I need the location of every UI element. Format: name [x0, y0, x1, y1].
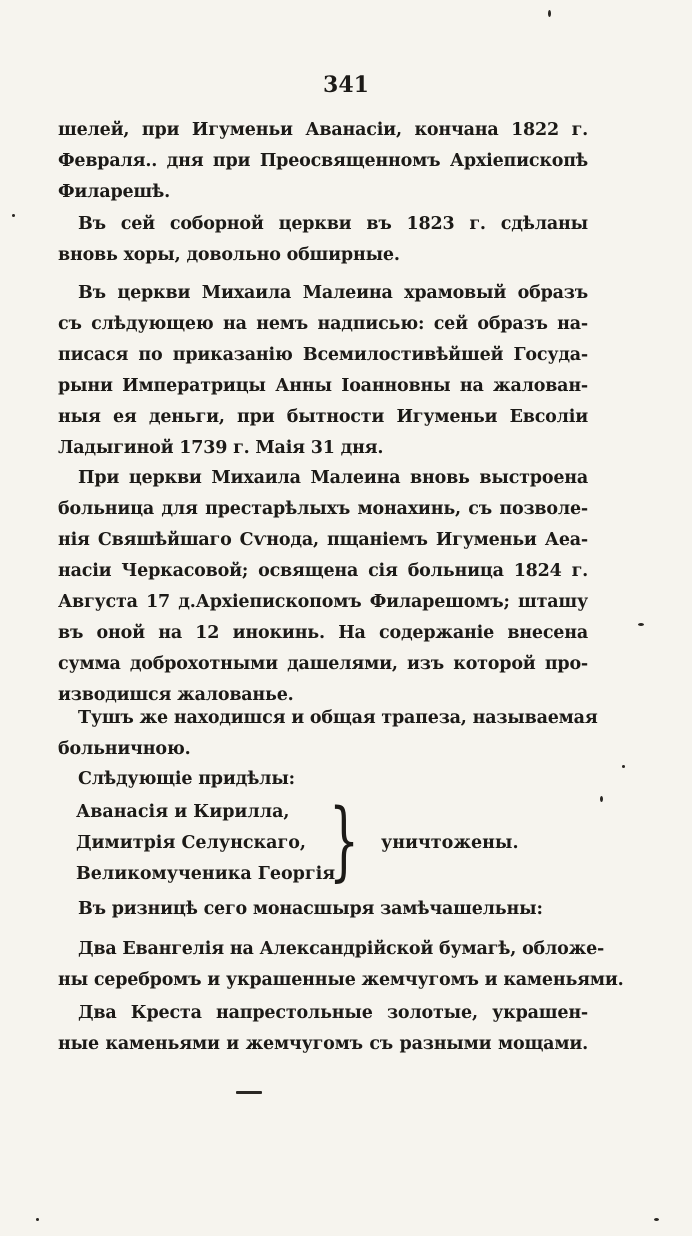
- text-line: Тушъ же находишся и общая трапеза, называемая: [78, 708, 598, 728]
- text-line: сумма доброхотными дашелями, изъ которой про-: [58, 654, 588, 674]
- text-line: Филарешѣ.: [58, 182, 171, 202]
- paragraph-9: [58, 998, 588, 1060]
- altar-item: Аванасія и Кирилла,: [76, 802, 290, 822]
- text-line: больничною.: [58, 739, 191, 759]
- scan-speck: [622, 765, 625, 768]
- paragraph-2: [58, 209, 588, 271]
- text-line: писася по приказанію Всемилостивѣйшей Госуда-: [58, 345, 588, 365]
- scan-speck: [548, 10, 551, 17]
- scan-speck: [236, 1091, 262, 1094]
- altar-item: Великомученика Георгія: [76, 864, 336, 884]
- text-line: вновь хоры, довольно обширные.: [58, 245, 400, 265]
- paragraph-4: [58, 463, 588, 711]
- text-line: Августа 17 д.Архіепископомъ Филарешомъ; шташу: [58, 592, 588, 612]
- paragraph-7: [58, 894, 588, 925]
- scan-speck: [600, 796, 603, 802]
- text-line: Два Евангелія на Александрійской бумагѣ, обложе-: [78, 939, 605, 959]
- text-line: Два Креста напрестольные золотые, украшен-: [78, 1003, 588, 1023]
- paragraph-8: [58, 934, 624, 996]
- text-line: Ладыгиной 1739 г. Маія 31 дня.: [58, 438, 384, 458]
- text-line: въ оной на 12 инокинь. На содержаніе внесена: [58, 623, 588, 643]
- text-line: ны серебромъ и украшенные жемчугомъ и каменьями.: [58, 970, 624, 990]
- scan-speck: [12, 214, 15, 217]
- text-line: ныя ея деньги, при бытности Игуменьи Евсоліи: [58, 407, 588, 427]
- text-line: изводишся жалованье.: [58, 685, 294, 705]
- paragraph-6: [58, 764, 588, 795]
- text-line: Февраля.. дня при Преосвященномъ Архіепископѣ: [58, 151, 588, 171]
- page-number: 341: [323, 72, 369, 98]
- text-line: Въ сей соборной церкви въ 1823 г. сдѣланы: [78, 214, 588, 234]
- altar-status: уничтожены.: [381, 833, 519, 853]
- scan-speck: [638, 623, 644, 626]
- text-line: При церкви Михаила Малеина вновь выстроена: [78, 468, 588, 488]
- text-line: больница для престарѣлыхъ монахинь, съ позволе-: [58, 499, 588, 519]
- text-line: Въ ризницѣ сего монасшыря замѣчашельны:: [78, 899, 543, 919]
- altar-item: Димитрія Селунскаго,: [76, 833, 307, 853]
- scan-speck: [654, 1218, 659, 1221]
- text-line: рыни Императрицы Анны Іоанновны на жалован-: [58, 376, 588, 396]
- altar-list: [76, 791, 556, 891]
- scan-speck: [36, 1218, 39, 1221]
- text-line: съ слѣдующею на немъ надписью: сей образъ на-: [58, 314, 588, 334]
- text-line: шелей, при Игуменьи Аванасіи, кончана 1822 г.: [58, 120, 588, 140]
- text-line: насіи Черкасовой; освящена сія больница 1824 г.: [58, 561, 588, 581]
- text-line: нія Свяшѣйшаго Сѵнода, пщаніемъ Игуменьи Аеа-: [58, 530, 588, 550]
- paragraph-5: [58, 703, 598, 765]
- text-line: ные каменьями и жемчугомъ съ разными мощами.: [58, 1034, 588, 1054]
- text-line: Въ церкви Михаила Малеина храмовый образъ: [78, 283, 588, 303]
- paragraph-1: [58, 115, 588, 208]
- text-line: Слѣдующіе придѣлы:: [78, 769, 295, 789]
- curly-brace: }: [329, 791, 360, 891]
- paragraph-3: [58, 278, 588, 464]
